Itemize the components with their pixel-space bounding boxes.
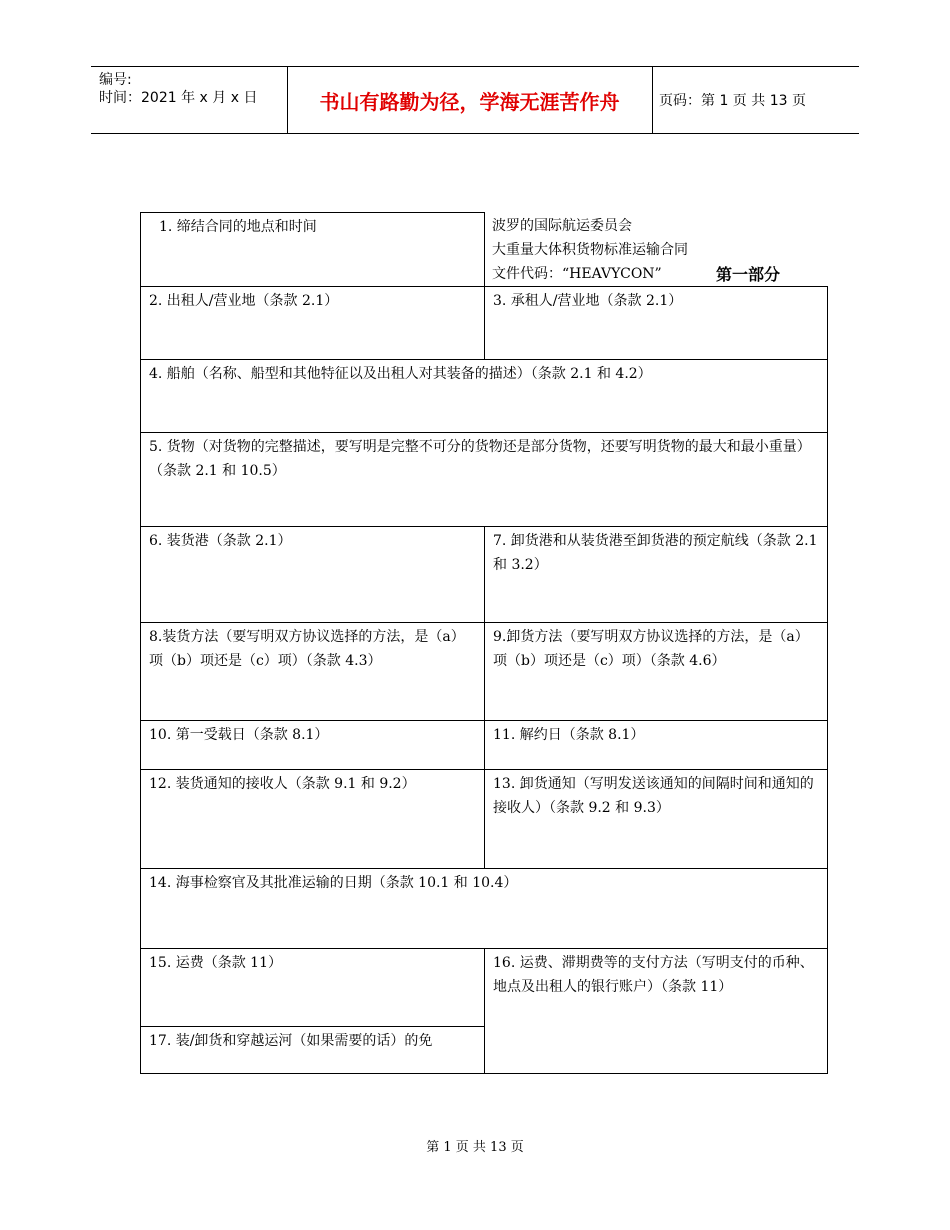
box-9 [484,622,828,721]
box-5-label: 5. 货物（对货物的完整描述，要写明是完整不可分的货物还是部分货物，还要写明货物的最大和最小重量）（条款 2.1 和 10.5） [149,439,811,479]
box-9-label: 9.卸货方法（要写明双方协议选择的方法，是（a）项（b）项还是（c）项）（条款 4.6） [493,629,809,669]
box-6-label: 6. 装货港（条款 2.1） [149,533,292,549]
box-4-label: 4. 船舶（名称、船型和其他特征以及出租人对其装备的描述）（条款 2.1 和 4.2） [149,366,652,382]
header-divider [652,67,653,133]
part-label: 第一部分 [716,265,781,284]
box-10 [140,720,485,770]
number-label: 编号: [99,72,132,88]
box-10-label: 10. 第一受载日（条款 8.1） [149,727,329,743]
header-page-label: 页码：第 1 页 共 13 页 [659,93,806,109]
contract-title-line: 波罗的国际航运委员会 [492,218,632,234]
time-label: 时间：2021 年 x 月 x 日 [99,90,258,106]
contract-title-line: 大重量大体积货物标准运输合同 [492,242,688,258]
box-16-label: 16. 运费、滞期费等的支付方法（写明支付的币种、地点及出租人的银行账户）（条款 11） [493,955,814,995]
box-1-label: 1. 缔结合同的地点和时间 [159,219,317,235]
box-8-label: 8.装货方法（要写明双方协议选择的方法，是（a）项（b）项还是（c）项）（条款 4.3） [149,629,465,669]
box-2-label: 2. 出租人/营业地（条款 2.1） [149,293,339,309]
box-15-label: 15. 运费（条款 11） [149,955,282,971]
box-12-label: 12. 装货通知的接收人（条款 9.1 和 9.2） [149,776,416,792]
box-12 [140,769,485,869]
page-header [91,66,859,134]
page-footer: 第 1 页 共 13 页 [426,1140,524,1155]
contract-form [140,212,828,1074]
box-4 [140,359,828,433]
box-7 [484,526,828,623]
box-1 [140,212,485,287]
box-2 [140,286,485,360]
box-14-label: 14. 海事检察官及其批准运输的日期（条款 10.1 和 10.4） [149,875,518,891]
box-17 [140,1026,485,1074]
box-15 [140,948,485,1027]
box-3 [484,286,828,360]
box-5 [140,432,828,527]
box-7-label: 7. 卸货港和从装货港至卸货港的预定航线（条款 2.1 和 3.2） [493,533,818,573]
box-13 [484,769,828,869]
box-16 [484,948,828,1074]
contract-code-line: 文件代码：“HEAVYCON” [492,266,662,282]
contract-title-block [492,214,688,286]
header-meta [99,71,257,107]
box-11 [484,720,828,770]
box-3-label: 3. 承租人/营业地（条款 2.1） [493,293,683,309]
box-14 [140,868,828,949]
header-motto: 书山有路勤为径，学海无涯苦作舟 [319,89,620,114]
box-13-label: 13. 卸货通知（写明发送该通知的间隔时间和通知的接收人）（条款 9.2 和 9.3） [493,776,814,816]
box-8 [140,622,485,721]
box-17-label: 17. 装/卸货和穿越运河（如果需要的话）的免 [149,1033,433,1049]
box-11-label: 11. 解约日（条款 8.1） [493,727,645,743]
box-6 [140,526,485,623]
